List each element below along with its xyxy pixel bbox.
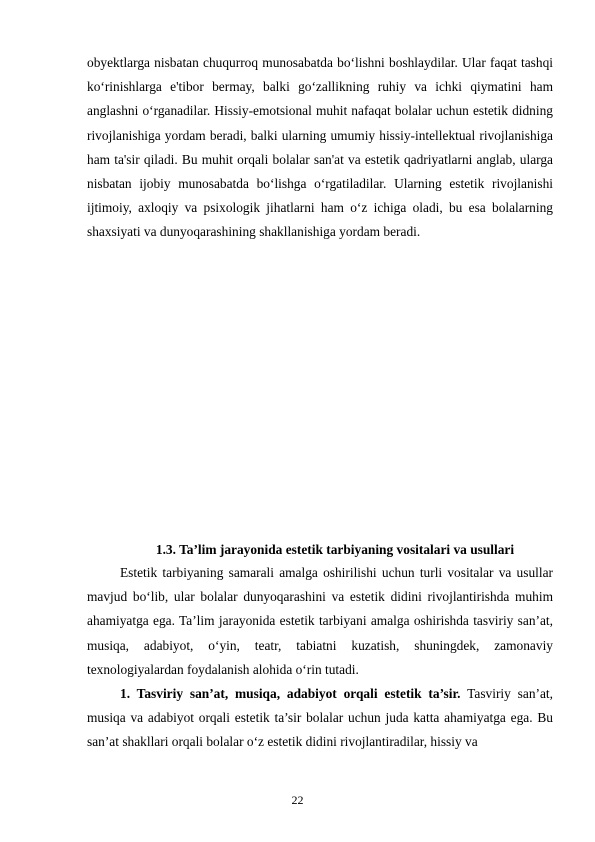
section-body <box>87 561 553 755</box>
paragraph-text: obyektlarga nisbatan chuqurroq munosabatda bo‘lishni boshlaydilar. Ular faqat tashqi ko‘rinishlarga e'tibor bermay, balki go‘zallikning ruhiy va ichki qiymatini ham anglashni o‘rganadilar. Hissiy-emotsional muhit nafaqat bolalar uchun estetik didning rivojlanishiga yordam beradi, balki ularning umumiy hissiy-intellektual rivojlanishiga ham ta'sir qiladi. Bu muhit orqali bolalar san'at va estetik qadriyatlarni anglab, ularga nisbatan ijobiy munosabatda bo‘lishga o‘rgatiladilar. Ularning estetik rivojlanishi ijtimoiy, axloqiy va psixologik jihatlarni ham o‘z ichiga oladi, bu esa bolalarning shaxsiyati va dunyoqarashining shakllanishiga yordam beradi. <box>87 55 553 240</box>
paragraph-continuation <box>87 51 553 245</box>
list-item-paragraph <box>87 682 553 755</box>
list-item-lead: 1. Tasviriy san’at, musiqa, adabiyot orqali estetik ta’sir. <box>120 686 461 702</box>
section-heading: 1.3. Ta’lim jarayonida estetik tarbiyaning vositalari va usullari <box>155 542 515 557</box>
page-number: 22 <box>291 793 304 807</box>
intro-paragraph: Estetik tarbiyaning samarali amalga oshirilishi uchun turli vositalar va usullar mavjud bo‘lib, ular bolalar dunyoqarashini va estetik didini rivojlantirishda muhim ahamiyatga ega. Ta’lim jarayonida estetik tarbiyani amalga oshirishda tasviriy san’at, musiqa, adabiyot, o‘yin, teatr, tabiatni kuzatish, shuningdek, zamonaviy texnologiyalardan foydalanish alohida o‘rin tutadi. <box>87 565 553 677</box>
list-item-text: Tasviriy san’at, musiqa va adabiyot orqali estetik ta’sir bolalar uchun juda katta ahamiyatga ega. Bu san’at shakllari orqali bolalar o‘z estetik didini rivojlantiradilar, hissiy va <box>87 686 553 750</box>
